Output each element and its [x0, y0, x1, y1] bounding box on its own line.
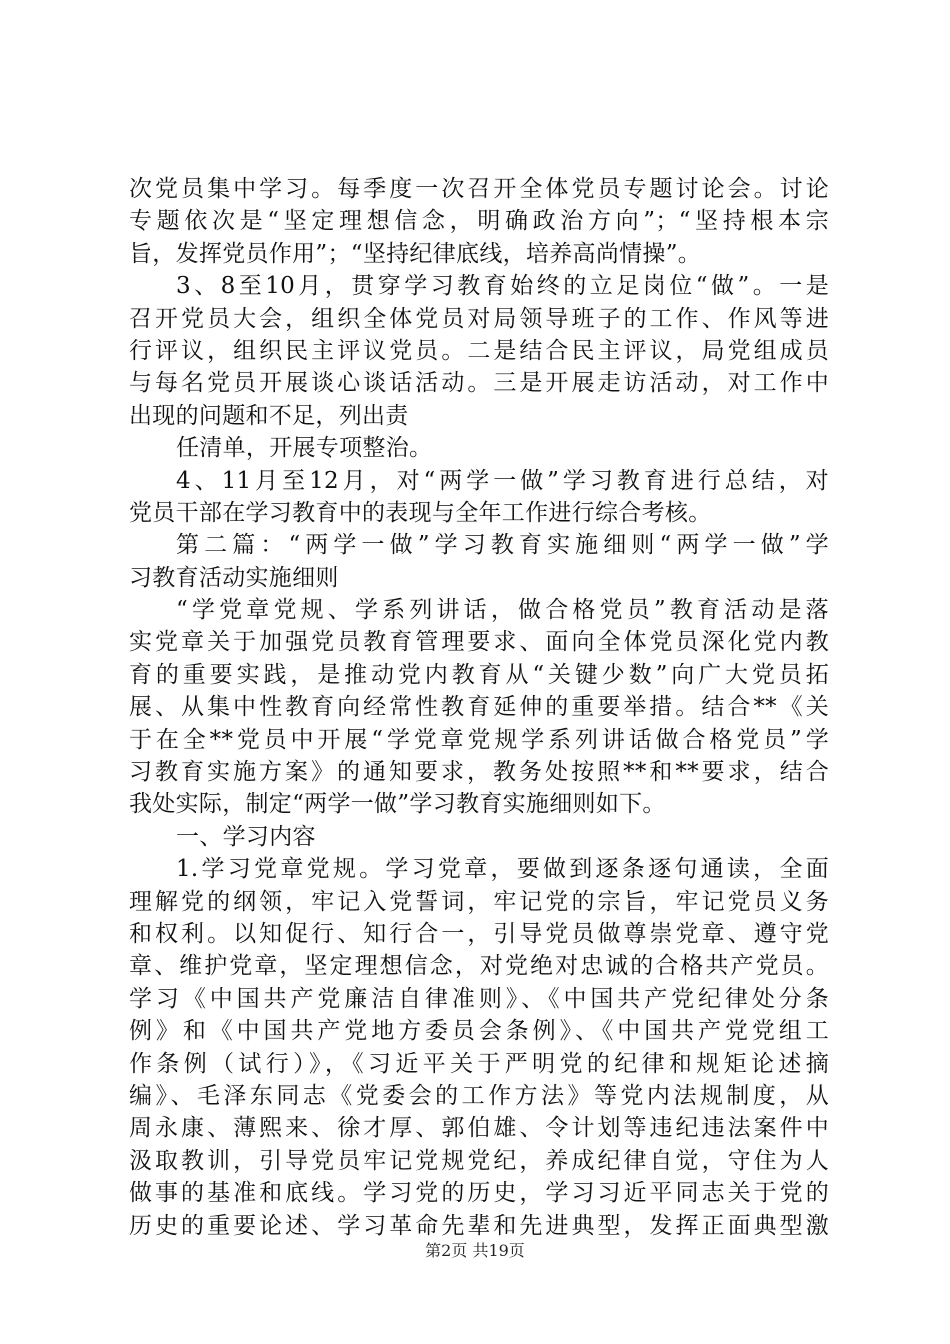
text-line: 一、学习内容: [176, 823, 316, 850]
text-line: 于在全**党员中开展“学党章党规学系列讲话做合格党员”学: [129, 726, 829, 753]
document-body: [129, 173, 829, 1242]
text-line: 4、11月至12月，对“两学一做”学习教育进行总结，对: [176, 467, 829, 494]
text-line: 做事的基准和底线。学习党的历史，学习习近平同志关于党的: [129, 1180, 829, 1207]
text-line: 任清单，开展专项整治。: [176, 435, 433, 462]
text-line: 实党章关于加强党员教育管理要求、面向全体党员深化党内教: [129, 629, 829, 656]
text-line: 作条例（试行）》，《习近平关于严明党的纪律和规矩论述摘: [129, 1050, 829, 1077]
text-line: 行评议，组织民主评议党员。二是结合民主评议，局党组成员: [129, 337, 829, 364]
text-line: 旨，发挥党员作用”；“坚持纪律底线，培养高尚情操”。: [129, 240, 702, 267]
text-line: 周永康、薄熙来、徐才厚、郭伯雄、令计划等违纪违法案件中: [129, 1115, 829, 1142]
text-line: 1.学习党章党规。学习党章，要做到逐条逐句通读，全面: [176, 856, 829, 883]
text-line: 次党员集中学习。每季度一次召开全体党员专题讨论会。讨论: [129, 176, 829, 202]
text-line: 育的重要实践，是推动党内教育从“关键少数”向广大党员拓: [129, 661, 829, 688]
page-footer: 第2页 共19页: [425, 1241, 525, 1260]
text-line: 党员干部在学习教育中的表现与全年工作进行综合考核。: [129, 499, 712, 526]
text-line: 编》、毛泽东同志《党委会的工作方法》等党内法规制度，从: [129, 1082, 829, 1109]
text-line: 学习《中国共产党廉洁自律准则》、《中国共产党纪律处分条: [129, 985, 829, 1012]
text-line: 召开党员大会，组织全体党员对局领导班子的工作、作风等进: [129, 305, 829, 332]
text-line: 专题依次是“坚定理想信念，明确政治方向”；“坚持根本宗: [129, 208, 829, 235]
text-line: “学党章党规、学系列讲话，做合格党员”教育活动是落: [176, 597, 829, 624]
text-line: 汲取教训，引导党员牢记党规党纪，养成纪律自觉，守住为人: [129, 1147, 829, 1174]
text-line: 历史的重要论述、学习革命先辈和先进典型，发挥正面典型激: [129, 1212, 829, 1239]
text-line: 出现的问题和不足，列出责: [129, 402, 409, 429]
text-line: 与每名党员开展谈心谈话活动。三是开展走访活动，对工作中: [129, 370, 829, 397]
text-line: 第二篇：“两学一做”学习教育实施细则“两学一做”学: [176, 532, 829, 559]
text-line: 理解党的纲领，牢记入党誓词，牢记党的宗旨，牢记党员义务: [129, 888, 829, 915]
text-line: 展、从集中性教育向经常性教育延伸的重要举措。结合**《关: [129, 694, 829, 721]
text-line: 章、维护党章，坚定理想信念，对党绝对忠诚的合格共产党员。: [129, 953, 829, 980]
text-line: 我处实际，制定“两学一做”学习教育实施细则如下。: [129, 791, 666, 818]
text-line: 和权利。以知促行、知行合一，引导党员做尊崇党章、遵守党: [129, 920, 829, 947]
text-line: 3、8至10月，贯穿学习教育始终的立足岗位“做”。一是: [176, 273, 829, 300]
text-line: 例》和《中国共产党地方委员会条例》、《中国共产党党组工: [129, 1018, 829, 1045]
text-line: 习教育活动实施细则: [129, 564, 339, 591]
text-line: 习教育实施方案》的通知要求，教务处按照**和**要求，结合: [129, 759, 829, 786]
